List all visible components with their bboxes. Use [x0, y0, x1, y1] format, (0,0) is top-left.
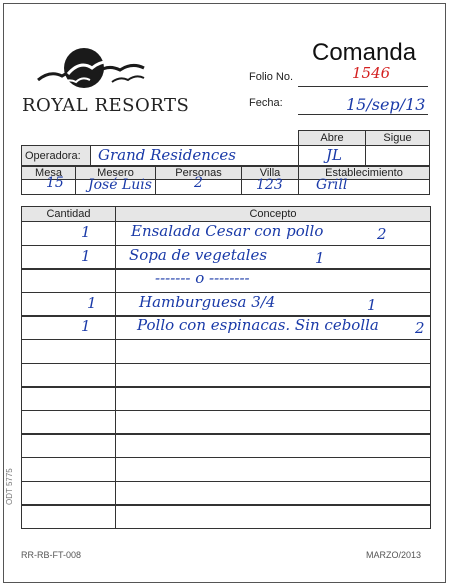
concepto-quantity-note: 2	[377, 225, 387, 243]
cantidad-value: 1	[81, 223, 91, 241]
concepto-cell[interactable]	[115, 457, 431, 482]
concepto-cell[interactable]	[115, 504, 431, 529]
concepto-quantity-note: 1	[367, 296, 377, 314]
form-code: RR-RB-FT-008	[21, 550, 82, 560]
cantidad-cell[interactable]	[21, 433, 116, 458]
seagulls-logo-icon	[28, 40, 148, 100]
establecimiento-header: Establecimiento	[298, 166, 430, 180]
operadora-value[interactable]: Grand Residences	[98, 146, 236, 164]
villa-value: 123	[256, 177, 283, 193]
operadora-label: Operadora:	[25, 150, 81, 162]
folio-value: 1546	[352, 64, 391, 82]
side-code: ODT 5775	[5, 468, 14, 505]
fecha-label: Fecha:	[249, 97, 283, 109]
concepto-cell[interactable]	[115, 433, 431, 458]
cantidad-cell[interactable]	[21, 481, 116, 506]
concepto-cell[interactable]	[115, 339, 431, 364]
abre-value: JL	[326, 146, 342, 164]
concepto-value: Hamburguesa 3/4	[139, 293, 276, 311]
concepto-cell[interactable]	[115, 363, 431, 388]
mesa-header: Mesa	[21, 166, 76, 180]
cantidad-cell[interactable]	[21, 504, 116, 529]
fecha-line	[298, 114, 428, 115]
concepto-value: Sopa de vegetales	[129, 246, 268, 264]
cantidad-cell[interactable]	[21, 221, 116, 246]
mesa-value: 15	[46, 175, 64, 191]
cantidad-value: 1	[81, 247, 91, 265]
concepto-header: Concepto	[115, 206, 431, 222]
cantidad-cell[interactable]	[21, 386, 116, 411]
sigue-cell[interactable]	[365, 145, 430, 166]
cantidad-value: 1	[87, 294, 97, 312]
cantidad-cell[interactable]	[21, 410, 116, 435]
concepto-cell[interactable]	[115, 410, 431, 435]
form-date: MARZO/2013	[366, 550, 422, 560]
villa-header: Villa	[241, 166, 299, 180]
concepto-value: Pollo con espinacas. Sin cebolla	[137, 316, 379, 334]
establecimiento-value: Grill	[316, 177, 348, 193]
cantidad-cell[interactable]	[21, 363, 116, 388]
cantidad-value: 1	[81, 317, 91, 335]
brand-name: ROYAL RESORTS	[22, 95, 190, 116]
cantidad-cell[interactable]	[21, 339, 116, 364]
mesero-value: José Luis	[88, 177, 152, 193]
cantidad-cell[interactable]	[21, 457, 116, 482]
personas-header: Personas	[155, 166, 242, 180]
cantidad-cell[interactable]	[21, 292, 116, 317]
page-title: Comanda	[312, 39, 417, 66]
cantidad-cell[interactable]	[21, 245, 116, 270]
personas-value: 2	[194, 175, 203, 191]
folio-line	[298, 86, 428, 87]
folio-label: Folio No.	[249, 71, 294, 83]
concepto-value: ------- o --------	[155, 269, 250, 287]
cantidad-header: Cantidad	[21, 206, 116, 222]
cantidad-cell[interactable]	[21, 268, 116, 293]
concepto-quantity-note: 1	[315, 249, 325, 267]
concepto-cell[interactable]	[115, 481, 431, 506]
cantidad-cell[interactable]	[21, 315, 116, 340]
concepto-quantity-note: 2	[415, 319, 425, 337]
concepto-cell[interactable]	[115, 386, 431, 411]
mesero-header: Mesero	[75, 166, 156, 180]
fecha-value: 15/sep/13	[346, 95, 426, 114]
sigue-header: Sigue	[365, 130, 430, 146]
abre-header: Abre	[298, 130, 366, 146]
concepto-value: Ensalada Cesar con pollo	[131, 222, 324, 240]
